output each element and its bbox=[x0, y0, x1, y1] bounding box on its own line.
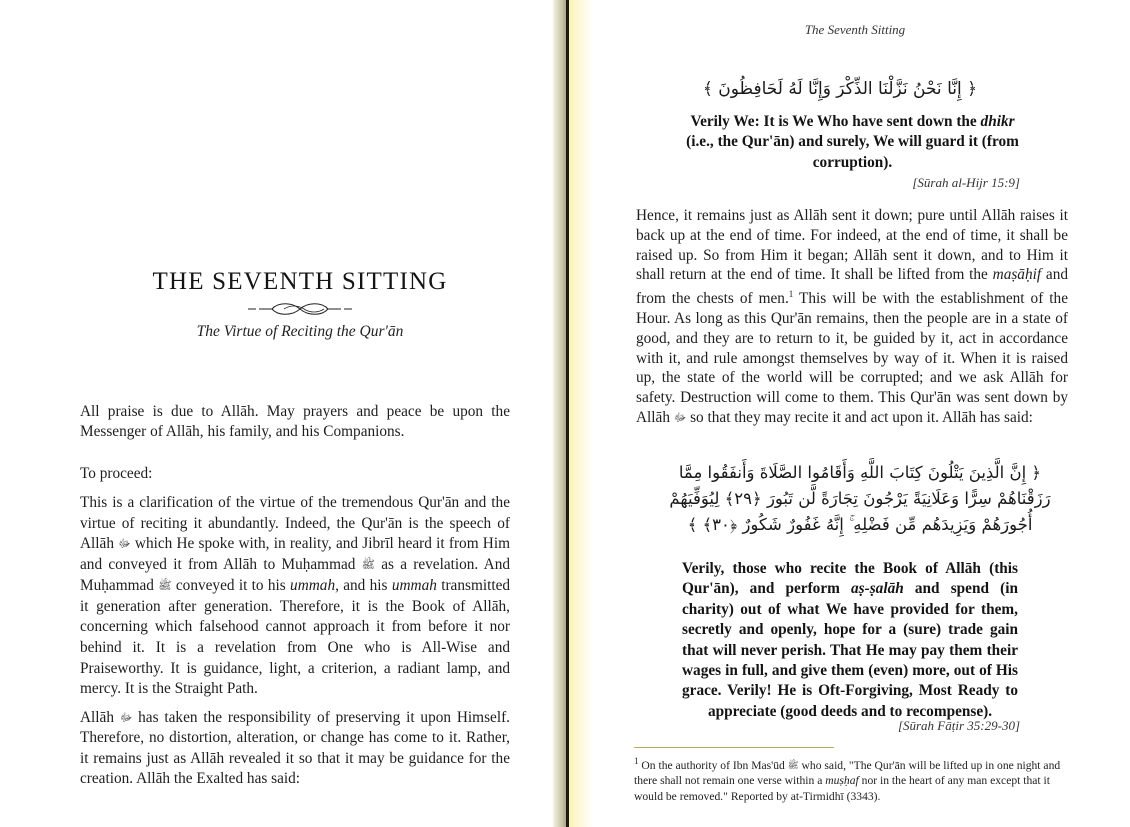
paragraph-to-proceed: To proceed: bbox=[80, 465, 153, 482]
honorific-prophet-icon: ﷺ bbox=[158, 579, 172, 592]
footnote-separator bbox=[634, 747, 834, 748]
honorific-prophet-icon: ﷺ bbox=[361, 559, 375, 572]
honorific-allah-icon: ﷻ bbox=[118, 538, 131, 551]
text-run: Hence, it remains just as Allāh sent it down; pure until Allāh raises it back up at the end of time. For indeed, at the end of time, it shall be raised up. So from Him it began; Allāh sent it down, and to Him it shall return at the end of time. It shall be lifted from the bbox=[636, 207, 1068, 284]
ornament-divider-icon bbox=[248, 301, 352, 317]
text-run: who said, "The Qur'ān will be lifted up in one night and there shall not remain one verse within a bbox=[634, 758, 1061, 788]
text-run: has taken the responsibility of preserving it upon Himself. Therefore, no distortion, alteration, or change has come to it. Rather, it remains just as Allāh revealed it so that it may be guidance for the creation. Allāh the Exalted has said: bbox=[80, 709, 510, 788]
text-run: as a revelation. And Muḥammad bbox=[80, 556, 511, 594]
text-run: (i.e., the Qur'ān) and surely, We will guard it (from corruption). bbox=[686, 133, 1019, 171]
italic-term-masahif: maṣāḥif bbox=[992, 266, 1042, 284]
text-run: This is a clarification of the virtue of the tremendous Qur'ān and the virtue of reciting it abundantly. Indeed, the Qur'ān is the speech of Allāh bbox=[80, 494, 510, 553]
text-run: which He spoke with, in reality, and Jibrīl heard it from Him and conveyed it from Allāh to Muḥammad bbox=[80, 535, 511, 574]
italic-term-mushaf: muṣḥaf bbox=[825, 774, 859, 788]
italic-term-as-salah: aṣ-ṣalāh bbox=[851, 580, 904, 598]
ayah-arabic-hijr: ﴿ إِنَّا نَحْنُ نَزَّلْنَا الذِّكْرَ وَإِنَّا لَهُ لَحَافِظُونَ ﴾ bbox=[702, 79, 978, 99]
paragraph-quran-clarification bbox=[80, 493, 510, 700]
text-run: Allāh bbox=[80, 709, 114, 726]
book-gutter-highlight bbox=[569, 0, 593, 827]
text-run: transmitted it generation after generation. Therefore, it is the Book of Allāh, concerning which falsehood cannot approach it from before it nor behind it. It is a revelation from One who is All-Wise and Praiseworthy. It is guidance, light, a criterion, a radiant lamp, and mercy. It is the Straight Path. bbox=[80, 576, 511, 698]
text-run: On the authority of Ibn Mas'ūd bbox=[641, 758, 785, 772]
footnote bbox=[634, 754, 1074, 804]
ayah-line: ﴿ إِنَّ الَّذِينَ يَتْلُونَ كِتَابَ اللَّهِ وَأَقَامُوا الصَّلَاةَ وَأَنفَقُوا مِمَّا bbox=[678, 463, 1042, 482]
honorific-allah-icon: ﷻ bbox=[673, 412, 687, 425]
ayah-line: أُجُورَهُمْ وَيَزِيدَهُم مِّن فَضْلِهِ ۚ إِنَّهُ غَفُورٌ شَكُورٌ ﴿٣٠﴾ ﴾ bbox=[687, 515, 1033, 534]
italic-term-ummah: ummah bbox=[391, 576, 437, 594]
honorific-companion-icon: ﷺ bbox=[787, 759, 799, 770]
paragraph-opening-praise: All praise is due to Allāh. May prayers and peace be upon the Messenger of Allāh, his family, and his Companions. bbox=[80, 403, 510, 441]
chapter-title: THE SEVENTH SITTING bbox=[152, 268, 448, 295]
footnote-number: 1 bbox=[634, 756, 639, 766]
text-run: nor in the heart of any man except that it would be removed." Reported by at-Tirmidhī (3343). bbox=[634, 774, 1050, 803]
paragraph-preservation bbox=[80, 708, 510, 790]
italic-term-ummah: ummah bbox=[290, 576, 336, 594]
italic-term-dhikr: dhikr bbox=[980, 113, 1015, 130]
text-run: and from the chests of men. bbox=[636, 266, 1068, 308]
book-gutter-shadow bbox=[552, 0, 566, 827]
text-run: Verily We: It is We Who have sent down the bbox=[690, 113, 977, 130]
ayah-line: رَزَقْنَاهُمْ سِرًّا وَعَلَانِيَةً يَرْجُونَ تِجَارَةً لَّن تَبُورَ ﴿٢٩﴾ لِيُوَفِّيَهُمْ bbox=[669, 489, 1051, 508]
text-run: conveyed it to his bbox=[175, 576, 286, 594]
ayah-arabic-fatir bbox=[640, 460, 1080, 538]
ayah-translation-fatir bbox=[682, 559, 1018, 722]
ayah-translation-hijr bbox=[680, 112, 1025, 173]
paragraph-raised-up bbox=[636, 206, 1068, 429]
ayah-reference-hijr: [Sūrah al-Hijr 15:9] bbox=[912, 175, 1020, 190]
chapter-subtitle: The Virtue of Reciting the Qur'ān bbox=[196, 323, 404, 340]
honorific-allah-icon: ﷻ bbox=[119, 712, 133, 724]
text-run: and spend (in charity) out of what We have provided for them, secretly and openly, hope for a (sure) trade gain that will never perish. That He may pay them their wages in full, and give them (even) more, out of His grace. Verily! He is Oft-Forgiving, Most Ready to appreciate (good deeds and to recompense). bbox=[682, 580, 1019, 720]
text-run: Verily, those who recite the Book of Allāh (this Qur'ān), and perform bbox=[682, 560, 1018, 598]
running-head: The Seventh Sitting bbox=[804, 22, 906, 37]
ayah-reference-fatir: [Sūrah Fāṭir 35:29-30] bbox=[897, 718, 1020, 733]
text-run: , and his bbox=[335, 576, 388, 594]
text-run: This will be with the establishment of the Hour. As long as this Qur'ān remains, then the people are in a state of good, and they are to return to it, be guided by it, act in accordance with it, and rule amongst themselves by way of it. When it is raised up, the state of the world will be corrupted; and we ask Allāh for safety. Destruction will come to them. This Qur'ān was sent down by Allāh bbox=[636, 290, 1068, 427]
text-run: so that they may recite it and act upon it. Allāh has said: bbox=[690, 409, 1033, 427]
footnote-marker[interactable]: 1 bbox=[788, 289, 794, 300]
